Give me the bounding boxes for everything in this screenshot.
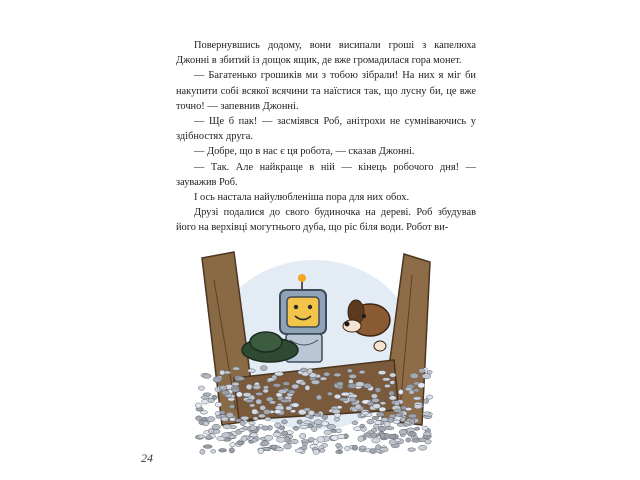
coin	[327, 424, 335, 429]
coin	[203, 393, 211, 396]
coin	[253, 385, 261, 390]
coin	[260, 366, 267, 371]
coin	[370, 449, 377, 454]
paragraph: — Добре, що в нас є ця робота, — сказав Джонні.	[194, 146, 415, 158]
coin	[336, 429, 341, 433]
coin	[241, 436, 247, 441]
coin	[362, 411, 369, 415]
coin	[336, 450, 343, 454]
coin	[337, 434, 345, 439]
coin	[226, 412, 234, 418]
coin	[274, 410, 281, 414]
coin	[358, 436, 364, 442]
coin	[208, 429, 214, 434]
coin	[419, 445, 427, 450]
coin	[389, 440, 396, 445]
coin	[400, 417, 405, 421]
coin	[336, 443, 342, 447]
coin	[334, 417, 339, 421]
coin	[345, 446, 350, 451]
coin	[248, 369, 256, 373]
coin	[375, 388, 381, 393]
coin	[299, 425, 308, 428]
coin	[410, 373, 418, 379]
coin	[200, 449, 205, 454]
coin	[241, 416, 249, 420]
coin	[252, 409, 258, 414]
paragraph: І ось настала найулюбленіша пора для них обох.	[194, 192, 410, 204]
page-number: 24	[141, 451, 153, 465]
coin	[269, 401, 276, 404]
coin	[320, 377, 327, 381]
coin	[426, 395, 433, 399]
coin	[320, 448, 325, 452]
coin	[355, 404, 361, 409]
coin	[212, 395, 218, 399]
paragraph: — Багатенько грошиків ми з тобою зібрали! На них я міг би накупити собі всякої всячини та наїстися так, що лусну би, це вже точно! — запевнив Джонні.	[176, 70, 476, 112]
coin	[288, 390, 295, 394]
coin	[350, 397, 356, 402]
coin	[317, 437, 325, 443]
coin	[258, 448, 264, 454]
coin	[371, 394, 377, 399]
coin	[290, 410, 296, 413]
coin	[410, 419, 415, 424]
coin	[239, 428, 245, 431]
coin	[202, 399, 209, 404]
coin	[424, 399, 429, 404]
coin	[405, 387, 412, 391]
coin	[388, 417, 394, 422]
coin	[347, 369, 352, 373]
coin	[413, 397, 421, 401]
coin	[337, 382, 344, 387]
coin	[300, 368, 307, 372]
coin	[408, 448, 416, 452]
coin	[304, 408, 311, 411]
coin	[292, 403, 300, 407]
coin	[352, 445, 358, 450]
paragraph: — Так. Але найкраще в ній — кінець робочого дня! — зауважив Роб.	[176, 161, 476, 188]
coin	[408, 414, 416, 418]
coin	[314, 413, 322, 416]
coin	[237, 441, 245, 445]
coin	[232, 388, 238, 392]
coin	[349, 374, 357, 378]
coin	[300, 433, 306, 438]
coin	[246, 399, 254, 402]
coin	[207, 417, 215, 422]
coin	[249, 421, 255, 425]
coin	[230, 442, 235, 447]
coin	[354, 427, 362, 431]
coin	[407, 428, 416, 432]
coin	[327, 392, 332, 396]
coin	[382, 378, 390, 381]
coin	[390, 373, 396, 377]
coin	[398, 389, 403, 394]
coin	[273, 432, 281, 437]
coin	[200, 411, 207, 415]
coin	[229, 405, 234, 409]
coin	[273, 384, 281, 388]
coin	[195, 403, 201, 408]
coin	[378, 371, 386, 375]
coin	[198, 435, 205, 438]
coin	[263, 409, 270, 414]
coin	[301, 440, 309, 443]
paragraph: Повернувшись додому, вони висипали гроші з капелюха Джонні в збитий із дощок ящик, де вже громадилася гора монет.	[176, 40, 476, 67]
coin	[223, 424, 231, 428]
coin	[283, 382, 290, 386]
antenna-light	[298, 274, 306, 282]
coin	[306, 414, 311, 418]
coin	[256, 399, 262, 404]
coin	[285, 396, 292, 400]
coin	[213, 377, 222, 383]
coin	[203, 421, 208, 426]
coin	[337, 406, 342, 409]
coin	[375, 420, 381, 424]
coin	[280, 426, 285, 430]
coin	[295, 449, 304, 452]
coin	[219, 385, 226, 390]
coin	[339, 398, 347, 401]
coin	[380, 447, 388, 452]
coin	[348, 383, 357, 388]
coin	[219, 370, 225, 375]
paragraph: — Ще б пак! — засміявся Роб, анітрохи не сумніваючись у здібностях друга.	[176, 116, 476, 143]
coin	[364, 383, 372, 388]
coin	[236, 377, 245, 381]
coin	[406, 438, 411, 442]
coin	[418, 383, 425, 388]
coin	[334, 373, 341, 377]
illustration-robot-dog-coin-box	[194, 250, 434, 455]
coin	[389, 391, 395, 396]
coin	[324, 372, 330, 376]
coin	[324, 430, 332, 434]
coin	[292, 384, 299, 389]
coin	[424, 432, 432, 436]
coin	[313, 449, 319, 454]
coin	[385, 427, 394, 430]
coin	[364, 433, 371, 436]
coin	[258, 414, 265, 418]
coin	[236, 392, 242, 397]
coin	[216, 415, 222, 418]
coin	[275, 372, 284, 376]
coin	[196, 416, 202, 421]
coin	[300, 382, 306, 386]
coin	[307, 369, 313, 374]
coin	[396, 413, 403, 416]
coin	[233, 367, 240, 370]
coin	[380, 402, 386, 405]
coin	[249, 404, 255, 407]
coin	[265, 417, 271, 420]
coin	[198, 386, 204, 390]
coin	[286, 406, 292, 410]
coin	[316, 395, 321, 400]
coin	[261, 441, 269, 446]
body-text	[176, 38, 476, 236]
coin	[281, 420, 287, 424]
coin	[211, 449, 216, 453]
paragraph: Друзі подалися до свого будиночка на дереві. Роб збудував його на верхівці могутнього дуба, що ріс біля води. Робот ви-	[176, 207, 476, 234]
coin	[423, 412, 431, 416]
robot-screen	[287, 297, 319, 327]
coin	[399, 429, 407, 434]
coin	[425, 439, 432, 444]
coin	[322, 415, 328, 420]
coin	[412, 439, 420, 443]
coin	[372, 398, 380, 402]
coin	[352, 421, 358, 425]
coin	[359, 446, 366, 449]
coin	[359, 370, 365, 373]
coin	[378, 426, 386, 431]
coin	[422, 426, 428, 430]
coin	[408, 432, 417, 437]
coin	[367, 419, 374, 424]
coin	[393, 420, 400, 424]
coin	[250, 433, 258, 437]
coin	[253, 417, 258, 420]
coin	[276, 448, 284, 451]
coin	[384, 384, 390, 387]
coin	[305, 385, 310, 390]
coin	[277, 437, 286, 442]
coin	[394, 409, 402, 412]
coin	[256, 392, 263, 395]
coin	[271, 445, 277, 449]
coin	[377, 412, 385, 417]
coin	[293, 426, 299, 430]
coin	[291, 439, 299, 443]
coin	[206, 436, 212, 439]
coin	[397, 423, 404, 426]
coin	[265, 435, 273, 440]
coin	[304, 421, 312, 424]
coin	[405, 407, 412, 410]
coin	[252, 438, 258, 442]
coin	[281, 431, 288, 435]
coin	[235, 419, 241, 422]
coin	[297, 420, 303, 424]
coin	[263, 389, 269, 393]
coin	[249, 426, 256, 431]
coin	[203, 445, 212, 449]
coin	[215, 402, 222, 407]
coin	[390, 381, 395, 385]
coin	[219, 449, 227, 453]
coin	[332, 409, 341, 414]
coin	[222, 391, 230, 395]
coin	[202, 374, 211, 378]
coin	[229, 435, 235, 438]
coin	[380, 433, 385, 438]
coin	[422, 374, 431, 379]
coin	[372, 416, 379, 419]
coin	[267, 378, 275, 382]
coin	[284, 444, 292, 449]
coin	[314, 420, 322, 425]
coin	[419, 369, 426, 374]
coin	[246, 384, 252, 390]
coin	[262, 426, 269, 430]
coin	[229, 448, 234, 453]
coin	[356, 382, 365, 387]
coin	[229, 418, 235, 422]
coin	[372, 438, 380, 443]
coin	[389, 396, 396, 400]
coin	[278, 389, 287, 393]
coin	[413, 389, 419, 393]
coin	[243, 393, 251, 397]
coin	[414, 404, 422, 409]
